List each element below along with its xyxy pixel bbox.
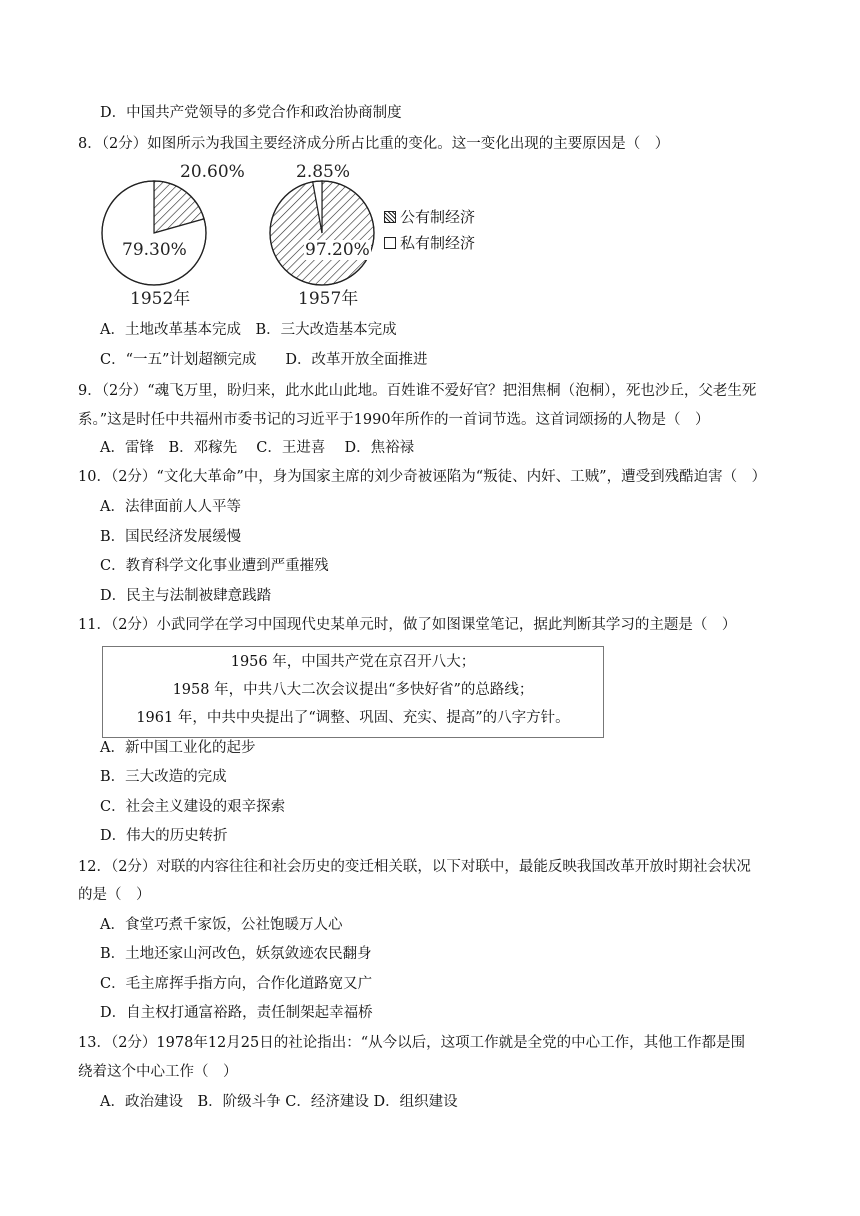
q11-stem: 11．（2分）小武同学在学习中国现代史某单元时，做了如图课堂笔记，据此判断其学习的主题是（ ） xyxy=(78,617,737,633)
note-line-2: 1958 年，中共八大二次会议提出“多快好省”的总路线； xyxy=(172,682,534,698)
pie1-private-label: 79.30% xyxy=(122,240,187,260)
legend-private xyxy=(384,232,475,253)
q10-stem: 10．（2分）“文化大革命”中，身为国家主席的刘少奇被诬陷为“叛徒、内奸、工贼”，遭受到残酷迫害（ ） xyxy=(78,469,767,485)
q11-option-b: B．三大改造的完成 xyxy=(100,769,227,785)
q13-stem-2: 绕着这个中心工作（ ） xyxy=(78,1064,238,1080)
q12-option-c: C．毛主席挥手指方向，合作化道路宽又广 xyxy=(100,976,373,992)
q13-stem-1: 13．（2分）1978年12月25日的社论指出：“从今以后，这项工作就是全党的中心工作，其他工作都是围 xyxy=(78,1035,746,1051)
q9-options: A．雷锋 B．邓稼先 C．王进喜 D．焦裕禄 xyxy=(100,440,415,456)
q12-option-a: A．食堂巧煮千家饭，公社饱暖万人心 xyxy=(100,917,343,933)
q10-option-c: C．教育科学文化事业遭到严重摧残 xyxy=(100,558,329,574)
q11-option-c: C．社会主义建设的艰辛探索 xyxy=(100,799,286,815)
q9-stem-2: 系。”这是时任中共福州市委书记的习近平于1990年所作的一首词节选。这首词颂扬的人物是（ ） xyxy=(78,412,710,428)
pie2-private-label: 2.85% xyxy=(296,162,351,182)
q8-stem: 8．（2分）如图所示为我国主要经济成分所占比重的变化。这一变化出现的主要原因是（ ） xyxy=(78,136,670,152)
pie-charts-figure xyxy=(100,160,520,308)
q9-stem-1: 9．（2分）“魂飞万里，盼归来，此水此山此地。百姓谁不爱好官？把泪焦桐（泡桐），死也沙丘，父老生死 xyxy=(78,383,757,399)
pie2-year-label: 1957年 xyxy=(298,289,359,309)
q12-stem-2: 的是（ ） xyxy=(78,887,151,903)
q13-options: A．政治建设 B．阶级斗争 C．经济建设 D．组织建设 xyxy=(100,1094,458,1110)
legend-public xyxy=(384,206,475,227)
q11-option-a: A．新中国工业化的起步 xyxy=(100,740,256,756)
q10-option-d: D．民主与法制被肆意践踏 xyxy=(100,588,272,604)
q8-option-ab: A．土地改革基本完成 B．三大改造基本完成 xyxy=(100,322,397,338)
q12-option-d: D．自主权打通富裕路，责任制架起幸福桥 xyxy=(100,1005,373,1021)
legend-hatched-icon xyxy=(384,211,396,223)
note-line-1: 1956 年，中国共产党在京召开八大； xyxy=(230,654,476,670)
q12-stem-1: 12．（2分）对联的内容往往和社会历史的变迁相关联，以下对联中，最能反映我国改革开放时期社会状况 xyxy=(78,859,751,875)
q10-option-a: A．法律面前人人平等 xyxy=(100,499,241,515)
q8-option-cd: C．“一五”计划超额完成 D．改革开放全面推进 xyxy=(100,352,428,368)
pie1-year-label: 1952年 xyxy=(130,289,191,309)
q10-option-b: B．国民经济发展缓慢 xyxy=(100,529,242,545)
class-notes-box xyxy=(102,646,604,738)
q12-option-b: B．土地还家山河改色，妖氛敛迹农民翻身 xyxy=(100,946,372,962)
q11-option-d: D．伟大的历史转折 xyxy=(100,828,228,844)
pie2-public-label: 97.20% xyxy=(305,240,370,260)
legend-private-label: 私有制经济 xyxy=(400,234,476,252)
legend-public-label: 公有制经济 xyxy=(400,208,476,226)
pie1-public-label: 20.60% xyxy=(180,162,245,182)
note-line-3: 1961 年，中共中央提出了“调整、巩固、充实、提高”的八字方针。 xyxy=(136,710,570,726)
q7-option-d: D．中国共产党领导的多党合作和政治协商制度 xyxy=(100,105,402,121)
legend-blank-icon xyxy=(384,237,396,249)
